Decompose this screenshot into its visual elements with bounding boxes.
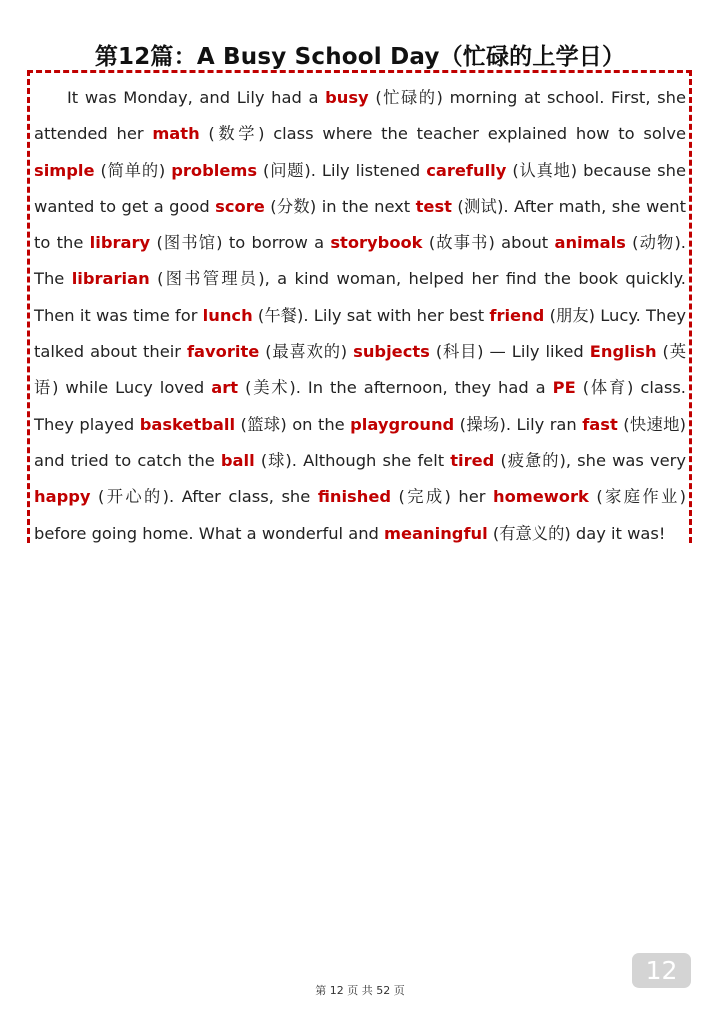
passage-segment: (测试). After math, she went to the bbox=[34, 196, 687, 253]
passage-segment: (篮球) on the bbox=[235, 414, 351, 434]
keyword-pe: PE bbox=[552, 378, 576, 398]
keyword-friend: friend bbox=[489, 305, 545, 325]
keyword-lunch: lunch bbox=[202, 305, 253, 325]
passage-segment: (美术). In the afternoon, they had a bbox=[238, 378, 553, 398]
keyword-playground: playground bbox=[350, 414, 455, 434]
passage-segment: (动物). The bbox=[34, 233, 686, 289]
passage-segment: (简单的) bbox=[94, 160, 172, 180]
keyword-test: test bbox=[415, 196, 452, 216]
keyword-happy: happy bbox=[34, 487, 91, 507]
passage-segment: (午餐). Lily sat with her best bbox=[252, 305, 490, 325]
passage-segment: (体育) class. They played bbox=[34, 378, 686, 434]
passage-segment: (故事书) about bbox=[422, 233, 555, 253]
keyword-ball: ball bbox=[220, 450, 255, 470]
passage-segment: (快速地) and tried to catch the bbox=[34, 414, 687, 470]
keyword-carefully: carefully bbox=[426, 160, 507, 180]
keyword-simple: simple bbox=[34, 160, 95, 180]
keyword-math: math bbox=[152, 124, 200, 144]
passage-segment: (操场). Lily ran bbox=[454, 414, 583, 434]
keyword-librarian: librarian bbox=[71, 269, 150, 289]
passage-segment: (开心的). After class, she bbox=[90, 487, 318, 507]
keyword-homework: homework bbox=[492, 487, 589, 507]
keyword-problems: problems bbox=[171, 160, 258, 180]
keyword-animals: animals bbox=[554, 233, 626, 253]
passage-segment: (朋友) Lucy. They talked about their bbox=[34, 305, 686, 362]
passage-segment: (科目) — Lily liked bbox=[429, 342, 590, 362]
keyword-tired: tired bbox=[450, 450, 495, 470]
keyword-subjects: subjects bbox=[353, 342, 430, 362]
keyword-meaningful: meaningful bbox=[384, 523, 488, 543]
keyword-library: library bbox=[89, 233, 151, 253]
passage-segment: (分数) in the next bbox=[264, 196, 416, 216]
passage-segment: (疲惫的), she was very bbox=[494, 450, 687, 470]
passage-segment: (球). Although she felt bbox=[254, 450, 451, 470]
passage-segment: (完成) her bbox=[391, 487, 493, 507]
keyword-basketball: basketball bbox=[139, 414, 236, 434]
keyword-favorite: favorite bbox=[186, 342, 260, 362]
passage-segment: It was Monday, and Lily had a bbox=[67, 88, 326, 107]
passage-segment: (忙碌的) morning at school. First, she attended her bbox=[34, 88, 686, 144]
keyword-storybook: storybook bbox=[330, 233, 423, 253]
passage-segment: (图书管理员), a kind woman, helped her find the book quickly. Then it was time for bbox=[34, 269, 686, 325]
page-title: 第12篇：A Busy School Day（忙碌的上学日） bbox=[94, 44, 626, 70]
passage-segment: (英语) while Lucy loved bbox=[34, 342, 686, 398]
keyword-art: art bbox=[211, 378, 239, 398]
passage-segment: (认真地) because she wanted to get a good bbox=[34, 160, 686, 216]
keyword-busy: busy bbox=[325, 88, 369, 107]
passage-segment: (最喜欢的) bbox=[259, 342, 354, 362]
page-number-badge: 12 bbox=[632, 953, 691, 988]
passage-segment: (数学) class where the teacher explained how to solve bbox=[199, 124, 686, 144]
passage-text bbox=[34, 80, 686, 552]
page-footer: 第 12 页 共 52 页 bbox=[315, 984, 405, 997]
passage-segment: (问题). Lily listened bbox=[257, 160, 427, 180]
passage-segment: (有意义的) day it was! bbox=[487, 523, 666, 543]
passage-segment: (图书馆) to borrow a bbox=[150, 233, 331, 253]
passage-segment: (家庭作业) before going home. What a wonderful and bbox=[34, 487, 686, 543]
keyword-fast: fast bbox=[582, 414, 618, 434]
keyword-score: score bbox=[215, 196, 265, 216]
keyword-english: English bbox=[589, 342, 657, 362]
keyword-finished: finished bbox=[317, 487, 392, 507]
